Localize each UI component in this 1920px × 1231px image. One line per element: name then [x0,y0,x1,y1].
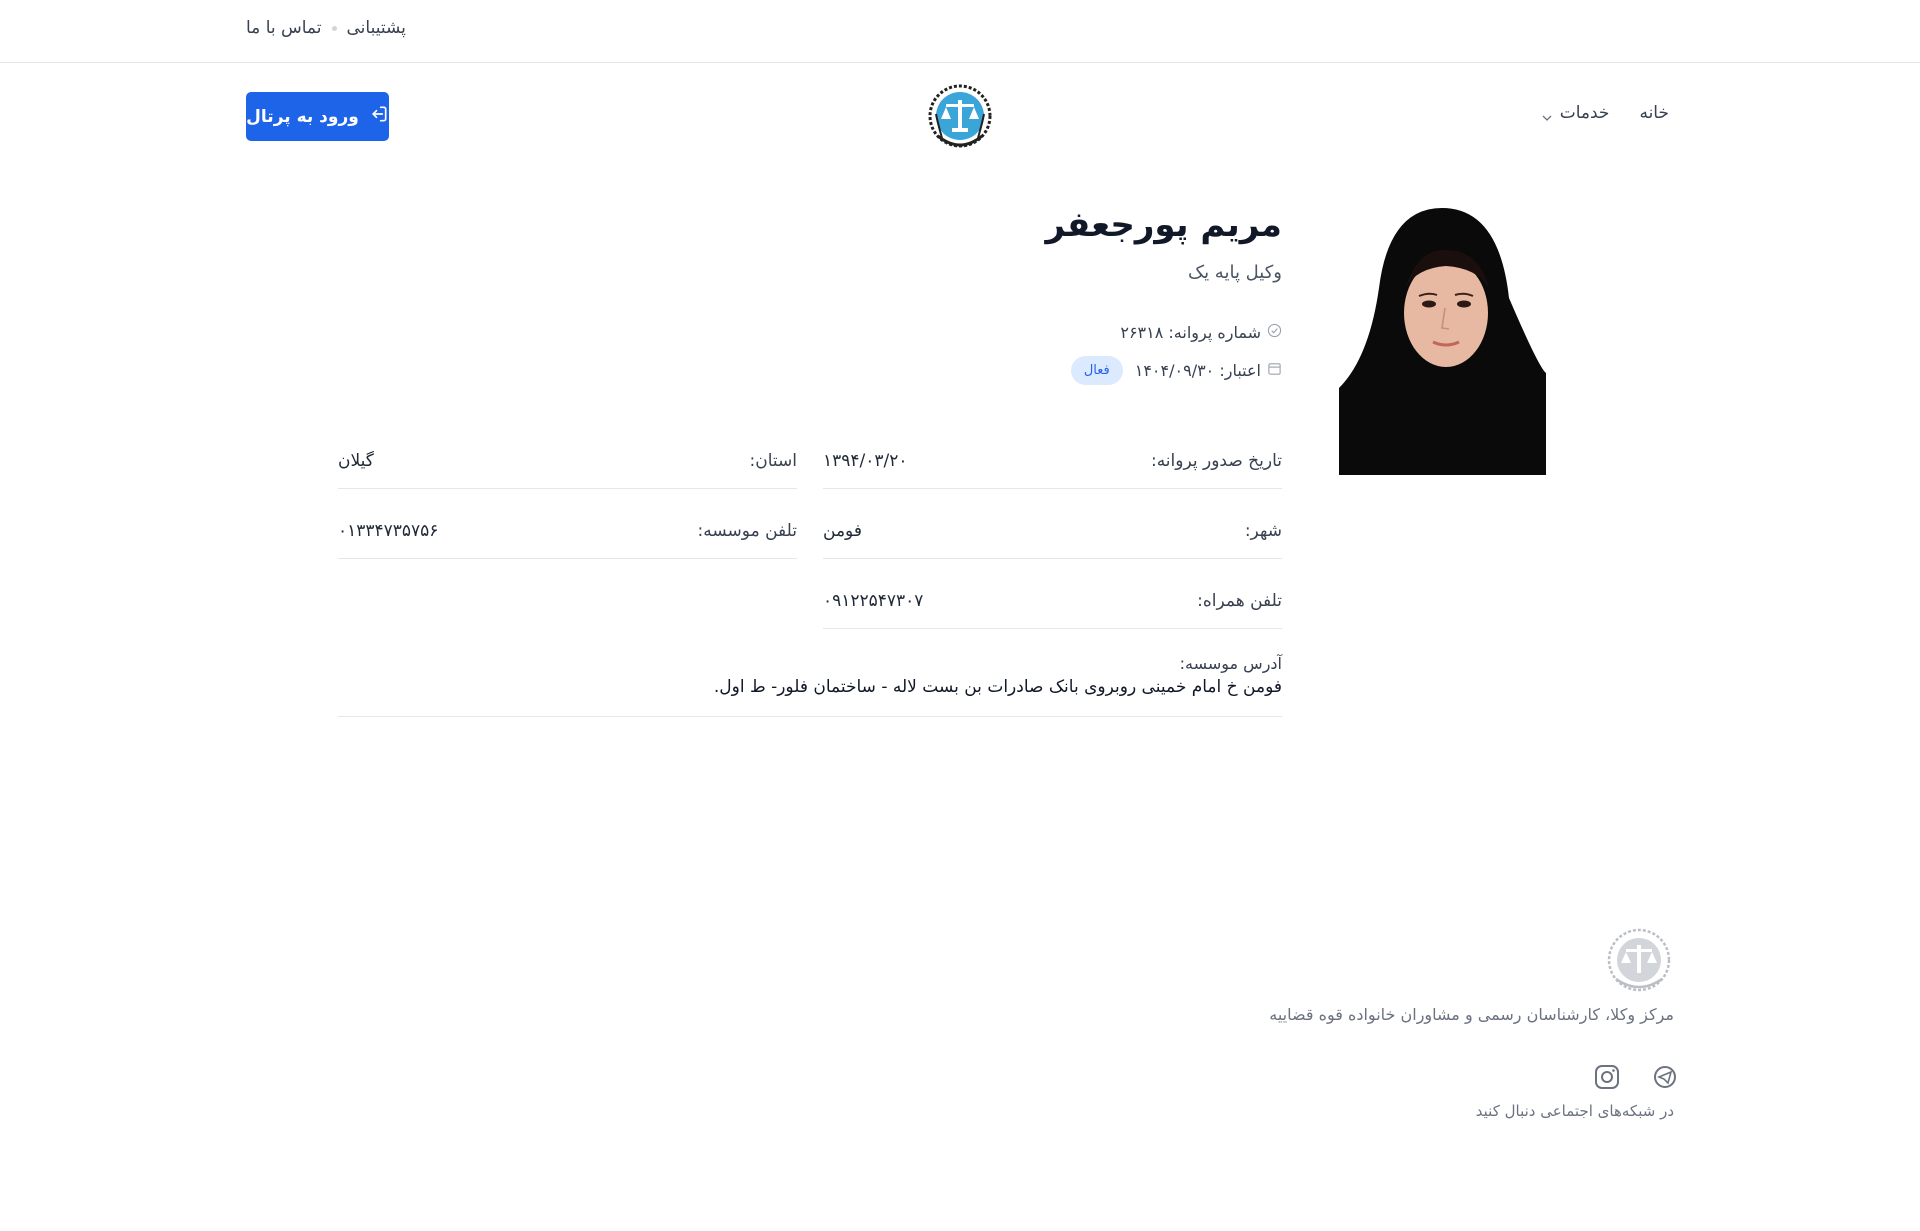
lawyer-rank: وکیل پایه یک [1187,262,1282,283]
field-label: تاریخ صدور پروانه: [1150,451,1282,471]
judiciary-logo[interactable] [924,80,996,154]
footer-logo [1604,925,1674,995]
portal-login-label: ورود به پرتال [246,106,359,127]
field-mobile [823,574,1282,629]
portal-login-button[interactable] [246,92,389,141]
field-label: شهر: [1244,521,1282,541]
top-bar [0,0,1920,63]
lawyer-photo [1339,208,1546,475]
validity-row [1071,356,1282,385]
field-label: استان: [749,451,797,471]
field-label: تلفن همراه: [1197,591,1282,611]
telegram-icon[interactable] [1651,1063,1679,1091]
check-circle-icon [1267,323,1282,342]
field-address [338,654,1282,717]
chevron-down-icon [1542,108,1552,118]
lawyer-name: مریم پورجعفر [1045,205,1282,245]
field-value: فومن [823,521,862,541]
field-value: گیلان [338,451,374,471]
separator-dot [332,26,337,31]
support-link[interactable]: پشتیبانی [346,18,406,38]
main-nav [1542,103,1669,123]
license-number [1120,323,1282,342]
status-badge: فعال [1071,356,1123,385]
nav-services[interactable] [1542,103,1610,123]
field-institute-phone [338,504,797,559]
login-icon [369,104,389,129]
contact-link[interactable]: تماس با ما [246,18,322,38]
field-value: ۱۳۹۴/۰۳/۲۰ [823,451,908,471]
top-links [246,18,406,38]
field-city [823,504,1282,559]
social-links [1593,1063,1679,1091]
nav-services-label: خدمات [1559,103,1610,123]
validity-text: اعتبار: ۱۴۰۴/۰۹/۳۰ [1134,361,1261,380]
field-label: تلفن موسسه: [697,521,797,541]
field-value: فومن خ امام خمینی روبروی بانک صادرات بن بست لاله - ساختمان فلور- ط اول. [713,677,1282,697]
footer-follow-text: در شبکه‌های اجتماعی دنبال کنید [1475,1102,1674,1120]
field-province [338,434,797,489]
calendar-icon [1267,361,1282,380]
nav-home[interactable]: خانه [1639,103,1669,123]
field-value[interactable]: ۰۹۱۲۲۵۴۷۳۰۷ [823,591,924,611]
field-issue-date [823,434,1282,489]
license-number-text: شماره پروانه: ۲۶۳۱۸ [1120,323,1261,342]
instagram-icon[interactable] [1593,1063,1621,1091]
footer-title: مرکز وکلا، کارشناسان رسمی و مشاوران خانواده قوه قضاییه [1269,1005,1674,1024]
field-label: آدرس موسسه: [1179,654,1282,673]
field-value[interactable]: ۰۱۳۳۴۷۳۵۷۵۶ [338,521,439,541]
